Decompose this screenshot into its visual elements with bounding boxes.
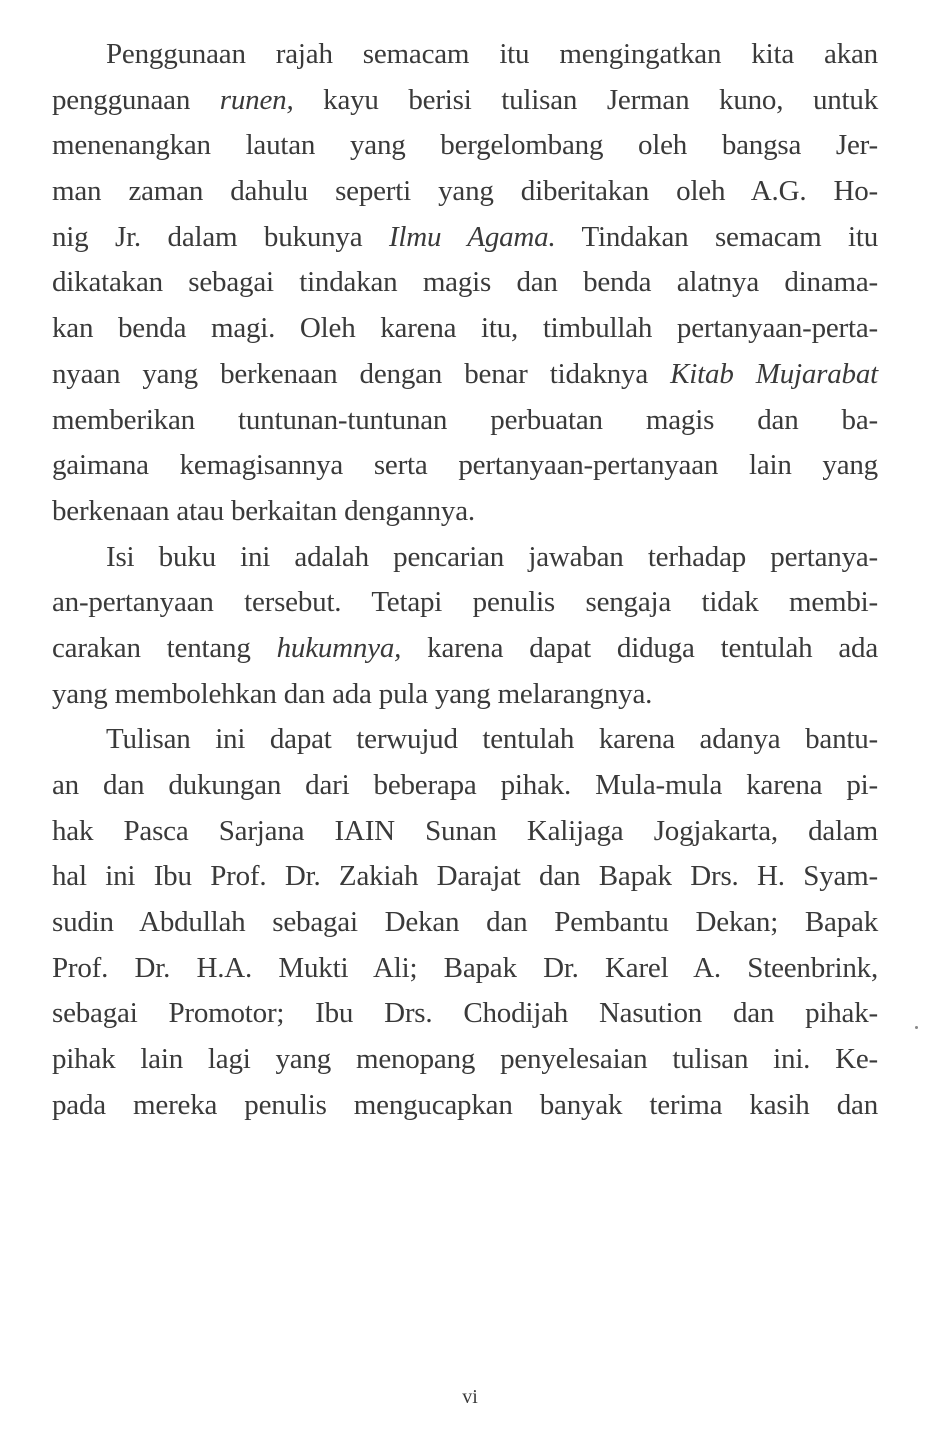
text-line [52, 398, 878, 444]
text-line [52, 489, 878, 535]
text-segment: nig Jr. dalam bukunya [52, 220, 389, 253]
page-number: vi [462, 1386, 478, 1408]
text-segment: hal ini Ibu Prof. Dr. Zakiah Darajat dan Bapak Drs. H. Syam- [52, 860, 878, 893]
text-line [52, 306, 878, 352]
text-line [52, 717, 878, 763]
text-segment: sudin Abdullah sebagai Dekan dan Pembantu Dekan; Bapak [52, 906, 878, 939]
text-segment: carakan tentang [52, 631, 277, 664]
scan-speck [915, 1026, 918, 1029]
text-line [52, 535, 878, 581]
text-segment: sebagai Promotor; Ibu Drs. Chodijah Nasution dan pihak- [52, 997, 878, 1030]
book-page-body [52, 32, 878, 1129]
text-line [52, 580, 878, 626]
text-segment: dikatakan sebagai tindakan magis dan benda alatnya dinama- [52, 266, 878, 299]
text-line [52, 443, 878, 489]
text-segment: nyaan yang berkenaan dengan benar tidaknya [52, 357, 671, 390]
paragraph [52, 717, 878, 1128]
text-segment: an dan dukungan dari beberapa pihak. Mula-mula karena pi- [52, 769, 878, 801]
text-line [52, 78, 878, 124]
text-segment: Isi buku ini adalah pencarian jawaban terhadap pertanya- [106, 540, 878, 573]
text-segment: an-pertanyaan tersebut. Tetapi penulis sengaja tidak membi- [52, 586, 878, 619]
text-line [52, 991, 878, 1037]
text-segment: pada mereka penulis mengucapkan banyak terima kasih dan [52, 1088, 878, 1121]
text-segment: memberikan tuntunan-tuntunan perbuatan magis dan ba- [52, 403, 878, 436]
text-line [52, 1083, 878, 1129]
text-line [52, 32, 878, 78]
text-line [52, 123, 878, 169]
text-segment: hak Pasca Sarjana IAIN Sunan Kalijaga Jogjakarta, dalam [52, 814, 878, 847]
text-segment: karena dapat diduga tentulah ada [401, 631, 878, 664]
text-segment: Prof. Dr. H.A. Mukti Ali; Bapak Dr. Karel A. Steenbrink, [52, 951, 878, 984]
text-segment: berkenaan atau berkaitan dengannya. [52, 494, 475, 527]
text-segment: gaimana kemagisannya serta pertanyaan-pertanyaan lain yang [52, 449, 878, 482]
italic-term: Ilmu Agama. [388, 220, 556, 253]
text-line [52, 1037, 878, 1083]
text-line [52, 672, 878, 718]
text-line [52, 900, 878, 946]
paragraph [52, 32, 878, 535]
text-line [52, 626, 878, 672]
text-segment: Penggunaan rajah semacam itu mengingatkan kita akan [106, 38, 878, 70]
text-line [52, 352, 878, 398]
italic-term: Kitab Mujarabat [670, 357, 879, 390]
text-line [52, 260, 878, 306]
italic-term: runen, [219, 83, 294, 116]
text-segment: pihak lain lagi yang menopang penyelesaian tulisan ini. Ke- [52, 1043, 878, 1076]
text-segment: man zaman dahulu seperti yang diberitakan oleh A.G. Ho- [52, 175, 878, 208]
text-segment: Tulisan ini dapat terwujud tentulah karena adanya bantu- [106, 723, 878, 756]
text-line [52, 763, 878, 809]
text-line [52, 946, 878, 992]
text-segment: penggunaan [52, 83, 220, 116]
text-segment: kan benda magi. Oleh karena itu, timbullah pertanyaan-perta- [52, 312, 878, 345]
text-segment: yang membolehkan dan ada pula yang melarangnya. [52, 677, 653, 710]
text-line [52, 809, 878, 855]
text-line [52, 215, 878, 261]
paragraph [52, 535, 878, 718]
text-segment: Tindakan semacam itu [555, 220, 878, 253]
text-line [52, 169, 878, 215]
italic-term: hukumnya, [276, 631, 402, 664]
text-segment: menenangkan lautan yang bergelombang oleh bangsa Jer- [52, 129, 878, 162]
text-line [52, 854, 878, 900]
text-segment: kayu berisi tulisan Jerman kuno, untuk [293, 83, 878, 116]
